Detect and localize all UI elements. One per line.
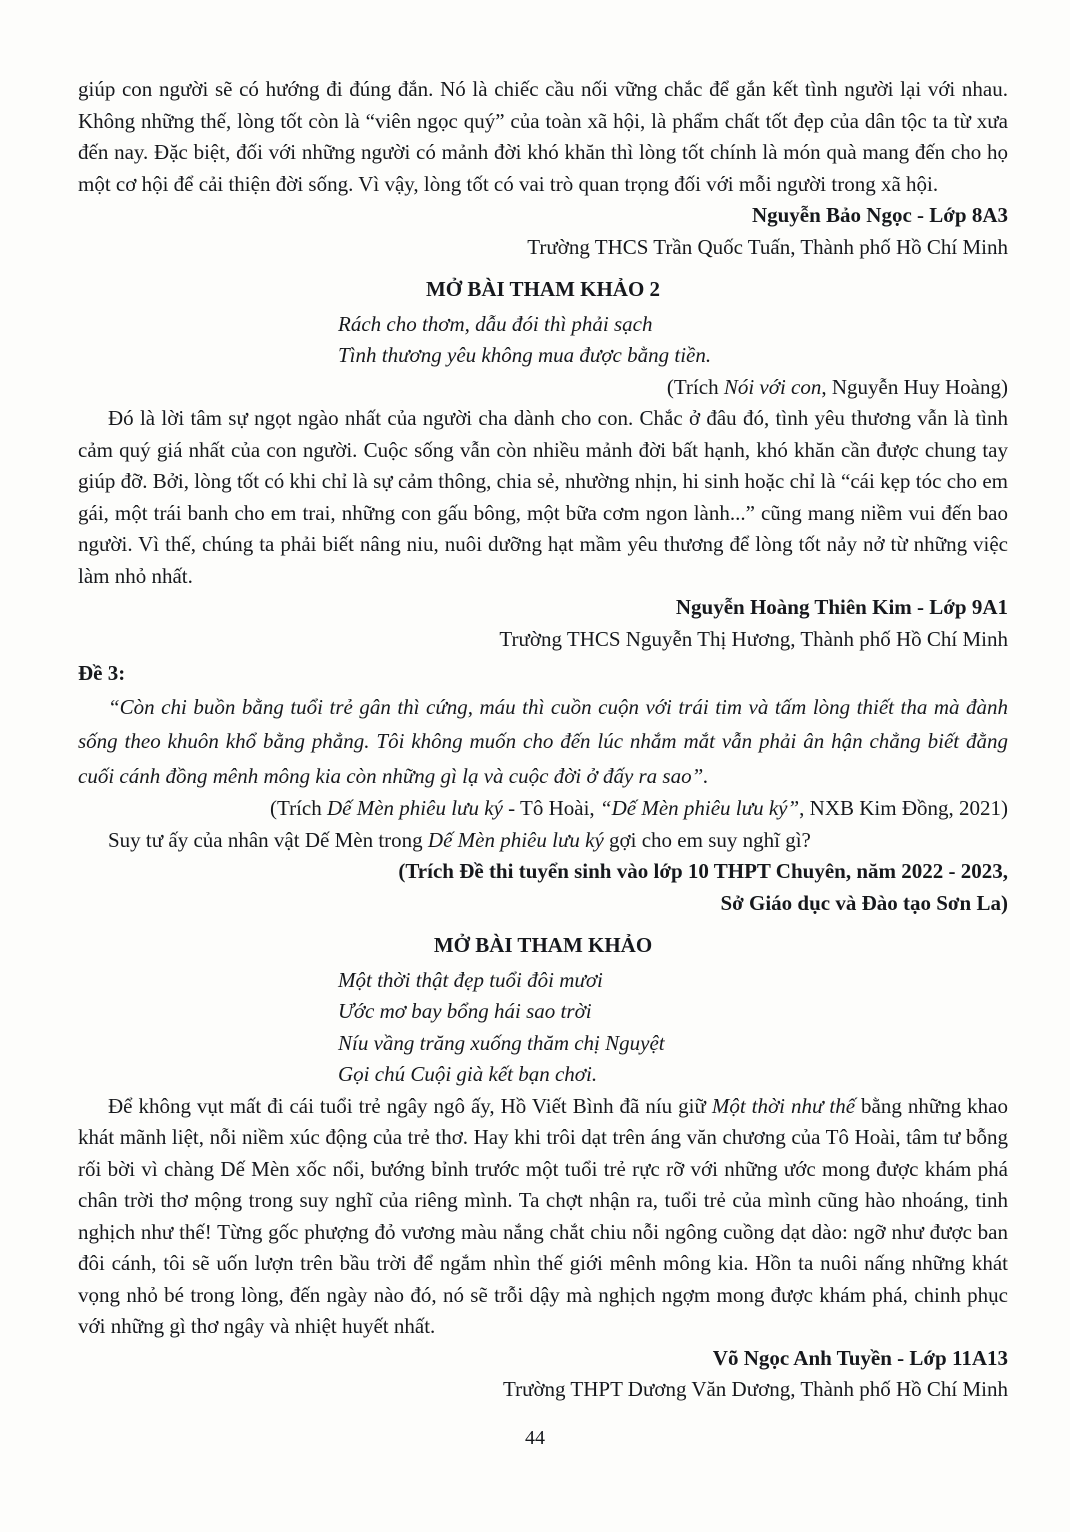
citation-work-title-quoted: “Dế Mèn phiêu lưu ký” — [599, 796, 800, 820]
question-text: Suy tư ấy của nhân vật Dế Mèn trong — [108, 827, 428, 852]
de3-label: Đề 3: — [78, 661, 126, 685]
paragraph-text: bằng những khao khát mãnh liệt, nỗi niềm xúc động của trẻ thơ. Hay khi trôi dạt trên áng văn chương của Tô Hoài, tâm tư bỗng rối bời vì chàng Dế Mèn xốc nổi, bướng bỉnh trước một tuổi trẻ rực rỡ với những ước mong được khám phá chân trời thơ mộng trong suy nghĩ của riêng mình. Ta chợt nhận ra, tuổi trẻ của mình cũng hào nhoáng, tinh nghịch như thế! Từng gốc phượng đỏ vương màu nắng chắt chiu nỗi ngông cuồng dạt dào: ngỡ như được ban đôi cánh, tôi sẽ uốn lượn trên bầu trời để ngắm nhìn thế giới mênh mông kia. Hồn ta nuôi nấng những khát vọng nhỏ bé trong lòng, đến ngày nào đó, nó sẽ trỗi dậy mà nghịch ngợm mong được khám phá, chinh phục với những gì thơ ngây và nhiệt huyết nhất. — [78, 1093, 1008, 1338]
de3-citation — [78, 793, 1008, 825]
mobai3-paragraph — [78, 1091, 1008, 1343]
citation-suffix: , Nguyễn Huy Hoàng) — [821, 374, 1008, 399]
citation-author: - Tô Hoài, — [502, 796, 600, 820]
essay1-school: Trường THCS Trần Quốc Tuấn, Thành phố Hồ Chí Minh — [527, 234, 1008, 259]
verse-line: Một thời thật đẹp tuổi đôi mươi — [338, 967, 603, 992]
verse-line: Rách cho thơm, dẫu đói thì phải sạch — [338, 311, 653, 336]
verse-line: Tình thương yêu không mua được bằng tiền. — [338, 343, 712, 367]
verse-line: Ước mơ bay bổng hái sao trời — [338, 999, 592, 1023]
mobai2-verse-block — [78, 309, 1008, 372]
question-work-title: Dế Mèn phiêu lưu ký — [427, 827, 604, 852]
de3-quote: “Còn chi buồn bằng tuổi trẻ gân thì cứng, máu thì cuồn cuộn với trái tim và tấm lòng thiết tha mà đành sống theo khuôn khổ bằng phẳng. Tôi không muốn cho đến lúc nhắm mắt vẫn phải ân hận chẳng biết đằng cuối cánh đồng mênh mông kia còn những gì lạ và cuộc đời ở đấy ra sao”. — [78, 694, 1008, 788]
verse-line: Gọi chú Cuội già kết bạn chơi. — [338, 1062, 598, 1086]
citation-work-title: Dế Mèn phiêu lưu ký — [327, 796, 503, 820]
citation-work-title: Nói với con — [723, 374, 822, 399]
de3-exam-source-line1: (Trích Đề thi tuyển sinh vào lớp 10 THPT Chuyên, năm 2022 - 2023, — [398, 859, 1008, 883]
page-number: 44 — [525, 1426, 545, 1449]
de3-exam-source-line2: Sở Giáo dục và Đào tạo Sơn La) — [720, 890, 1008, 915]
mobai2-school: Trường THCS Nguyễn Thị Hương, Thành phố Hồ Chí Minh — [499, 626, 1008, 651]
question-text: gợi cho em suy nghĩ gì? — [603, 827, 811, 852]
de3-question — [78, 825, 1008, 857]
paragraph-text: Để không vụt mất đi cái tuổi trẻ ngây ngô ấy, Hồ Viết Bình đã níu giữ — [108, 1093, 712, 1118]
mobai3-heading: MỞ BÀI THAM KHẢO — [433, 933, 653, 957]
citation-suffix: , NXB Kim Đồng, 2021) — [799, 796, 1008, 820]
citation-prefix: (Trích — [270, 796, 327, 820]
mobai2-author: Nguyễn Hoàng Thiên Kim - Lớp 9A1 — [675, 595, 1008, 619]
mobai2-paragraph: Đó là lời tâm sự ngọt ngào nhất của người cha dành cho con. Chắc ở đâu đó, tình yêu thương vẫn là tình cảm quý giá nhất của con người. Cuộc sống vẫn còn nhiều mảnh đời bất hạnh, khó khăn cần được chung tay giúp đỡ. Bởi, lòng tốt có khi chỉ là sự cảm thông, chia sẻ, nhường nhịn, hi sinh hoặc chỉ là “cái kẹp tóc cho em gái, một trái banh cho em trai, những con gấu bông, một bữa cơm ngon lành...” cũng mang niềm vui đến bao người. Vì thế, chúng ta phải biết nâng niu, nuôi dưỡng hạt mầm yêu thương để lòng tốt nảy nở từ những việc làm nhỏ nhất. — [78, 406, 1008, 588]
mobai3-verse-block — [78, 965, 1008, 1091]
mobai2-citation — [78, 372, 1008, 404]
work-title: Một thời như thế — [711, 1093, 856, 1118]
verse-line: Níu vầng trăng xuống thăm chị Nguyệt — [338, 1030, 665, 1055]
essay1-author: Nguyễn Bảo Ngọc - Lớp 8A3 — [751, 203, 1008, 227]
mobai2-heading: MỞ BÀI THAM KHẢO 2 — [425, 277, 661, 301]
mobai3-author: Võ Ngọc Anh Tuyền - Lớp 11A13 — [712, 1345, 1008, 1370]
mobai3-school: Trường THPT Dương Văn Dương, Thành phố Hồ Chí Minh — [502, 1377, 1008, 1401]
essay1-paragraph: giúp con người sẽ có hướng đi đúng đắn. Nó là chiếc cầu nối vững chắc để gắn kết tình người lại với nhau. Không những thế, lòng tốt còn là “viên ngọc quý” của toàn xã hội, là phẩm chất tốt đẹp của dân tộc ta từ xưa đến nay. Đặc biệt, đối với những người có mảnh đời khó khăn thì lòng tốt chính là món quà mang đến cho họ một cơ hội để cải thiện đời sống. Vì vậy, lòng tốt có vai trò quan trọng đối với mỗi người trong xã hội. — [78, 77, 1008, 196]
citation-prefix: (Trích — [666, 374, 724, 399]
